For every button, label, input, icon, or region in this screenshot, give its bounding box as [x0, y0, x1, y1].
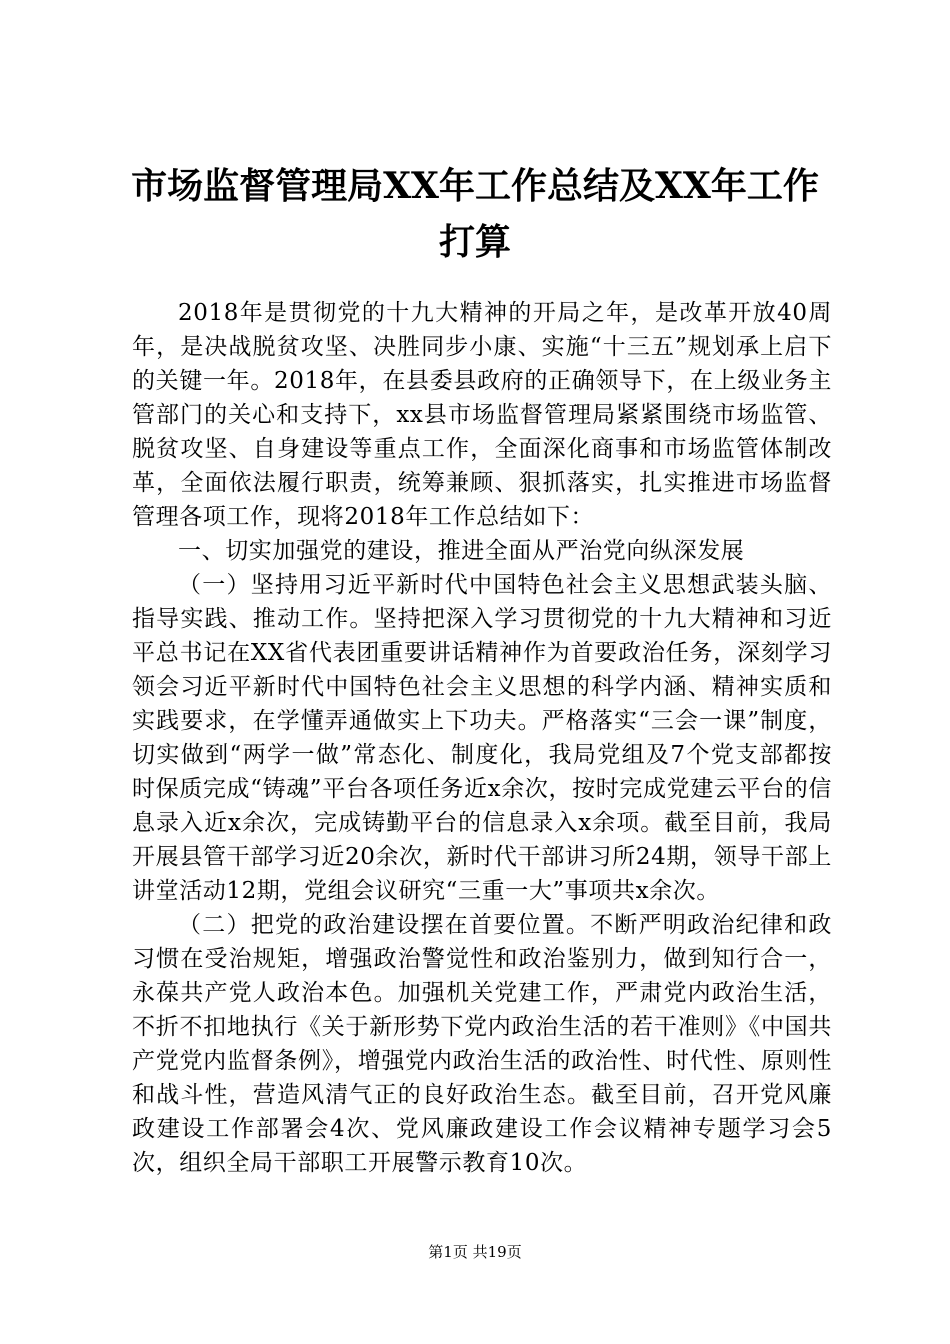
document-body: [132, 296, 832, 1180]
subsection-paragraph-2: （二）把党的政治建设摆在首要位置。不断严明政治纪律和政习惯在受治规矩，增强政治警觉性和政治鉴别力，做到知行合一，永葆共产党人政治本色。加强机关党建工作，严肃党内政治生活，不折不扣地执行《关于新形势下党内政治生活的若干准则》《中国共产党党内监督条例》，增强党内政治生活的政治性、时代性、原则性和战斗性，营造风清气正的良好政治生态。截至目前，召开党风廉政建设工作部署会4次、党风廉政建设工作会议精神专题学习会5次，组织全局干部职工开展警示教育10次。: [132, 912, 832, 1176]
document-title: 市场监督管理局XX年工作总结及XX年工作打算: [131, 165, 819, 263]
page-number: 第1页 共19页: [428, 1243, 522, 1261]
subsection-paragraph-1: （一）坚持用习近平新时代中国特色社会主义思想武装头脑、指导实践、推动工作。坚持把深入学习贯彻党的十九大精神和习近平总书记在XX省代表团重要讲话精神作为首要政治任务，深刻学习领会习近平新时代中国特色社会主义思想的科学内涵、精神实质和实践要求，在学懂弄通做实上下功夫。严格落实“三会一课”制度，切实做到“两学一做”常态化、制度化，我局党组及7个党支部都按时保质完成“铸魂”平台各项任务近x余次，按时完成党建云平台的信息录入近x余次，完成铸勤平台的信息录入x余项。截至目前，我局开展县管干部学习近20余次，新时代干部讲习所24期，领导干部上讲堂活动12期，党组会议研究“三重一大”事项共x余次。: [132, 572, 832, 904]
section-heading: 一、切实加强党的建设，推进全面从严治党向纵深发展: [178, 538, 745, 564]
intro-paragraph: 2018年是贯彻党的十九大精神的开局之年，是改革开放40周年，是决战脱贫攻坚、决胜同步小康、实施“十三五”规划承上启下的关键一年。2018年，在县委县政府的正确领导下，在上级业务主管部门的关心和支持下，xx县市场监督管理局紧紧围绕市场监管、脱贫攻坚、自身建设等重点工作，全面深化商事和市场监管体制改革，全面依法履行职责，统筹兼顾、狠抓落实，扎实推进市场监督管理各项工作，现将2018年工作总结如下：: [132, 300, 832, 530]
